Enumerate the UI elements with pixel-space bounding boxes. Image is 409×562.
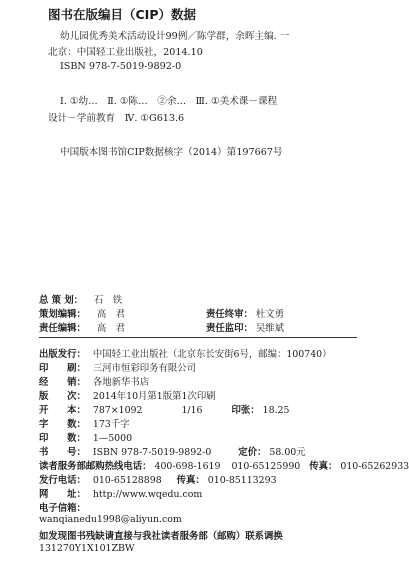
planner-row: [39, 292, 122, 306]
dist-phone-label: 发行电话：: [39, 475, 86, 486]
dist-phone-row: [39, 472, 277, 486]
resp-editor-row: [39, 320, 125, 334]
editor-label: 策划编辑：: [39, 309, 86, 320]
distributor-value: 各地新华书店: [92, 377, 150, 388]
planner-value: 石 铁: [94, 295, 123, 306]
editor-value: 高 君: [96, 309, 126, 320]
sheets-label: 印张：: [231, 405, 260, 416]
supervisor-label: 责任监印：: [206, 323, 253, 334]
editor-row: [39, 306, 125, 320]
format-value: 787×1092: [92, 405, 143, 416]
publisher-label: 出版发行：: [39, 349, 86, 360]
price-label: 定价：: [238, 447, 267, 458]
email-value[interactable]: wanqianedu1998@aliyun.com: [39, 514, 182, 525]
printer-value: 三河市恒彩印务有限公司: [92, 363, 197, 374]
isbn-value: ISBN 978-7-5019-9892-0: [92, 447, 212, 458]
dist-fax-value: 010-85113293: [207, 475, 277, 486]
printer-row: [39, 360, 196, 374]
distributor-row: [39, 374, 149, 388]
price-value: 58.00元: [269, 447, 306, 458]
service-label: 读者服务部邮购热线电话：: [39, 461, 152, 472]
cip-title: 图书在版编目（CIP）数据: [48, 7, 196, 22]
supervisor-row: [206, 320, 284, 334]
copies-value: 1—5000: [92, 433, 133, 444]
resp-editor-label: 责任编辑：: [39, 323, 86, 334]
edition-row: [39, 388, 216, 402]
dist-fax-label: 传真：: [176, 475, 205, 486]
website-row: [39, 486, 202, 500]
fax-value: 010-65262933: [340, 461, 409, 472]
distributor-label: 经 销：: [39, 377, 86, 388]
website-label: 网 址：: [39, 489, 86, 500]
website-value[interactable]: http://www.wqedu.com: [92, 489, 203, 500]
cip-record-number: 中国版本图书馆CIP数据核字（2014）第197667号: [60, 147, 283, 158]
dist-phone-value: 010-65128898: [92, 475, 162, 486]
copies-row: [39, 430, 132, 444]
planner-label: 总 策 划：: [39, 295, 84, 306]
edition-value: 2014年10月第1版第1次印刷: [92, 391, 216, 402]
final-review-label: 责任终审：: [206, 309, 253, 320]
divider: [39, 337, 357, 338]
words-value: 173千字: [92, 419, 130, 430]
product-code: 131270Y1X101ZBW: [39, 543, 135, 554]
isbn-label: 书 号：: [39, 447, 86, 458]
fax-label: 传真：: [309, 461, 338, 472]
format-label: 开 本：: [39, 405, 86, 416]
service-phone: 400-698-1619: [154, 461, 221, 472]
cip-line-classification-cont: 设计－学前教育 Ⅳ. ①G613.6: [48, 113, 185, 124]
cip-line-publisher: 北京：中国轻工业出版社，2014.10: [48, 47, 203, 58]
email-row: [39, 500, 86, 514]
sheets-value: 18.25: [262, 405, 290, 416]
cip-line-title-author: 幼儿园优秀美术活动设计99例／陈学群，余晖主编. 一: [60, 31, 290, 42]
publisher-row: [39, 346, 332, 360]
return-notice: 如发现图书残缺请直接与我社读者服务部（邮购）联系调换: [39, 531, 283, 542]
email-label: 电子信箱：: [39, 503, 86, 514]
cip-line-isbn: ISBN 978-7-5019-9892-0: [60, 61, 182, 72]
format-fold: 1/16: [181, 405, 203, 416]
words-row: [39, 416, 130, 430]
final-review-value: 杜文勇: [255, 309, 285, 320]
format-row: [39, 402, 289, 416]
edition-label: 版 次：: [39, 391, 86, 402]
words-label: 字 数：: [39, 419, 86, 430]
copies-label: 印 数：: [39, 433, 86, 444]
cip-line-classification: Ⅰ. ①幼… Ⅱ. ①陈… ②余… Ⅲ. ①美术课－课程: [60, 96, 278, 107]
final-review-row: [206, 306, 284, 320]
resp-editor-value: 高 君: [96, 323, 126, 334]
email-value-row: [39, 514, 182, 525]
publisher-value: 中国轻工业出版社（北京东长安街6号，邮编：100740）: [92, 349, 332, 360]
printer-label: 印 刷：: [39, 363, 86, 374]
service-row: [39, 458, 409, 472]
supervisor-value: 吴维斌: [255, 323, 285, 334]
isbn-row: [39, 444, 306, 458]
service-phone-2: 010-65125990: [231, 461, 301, 472]
